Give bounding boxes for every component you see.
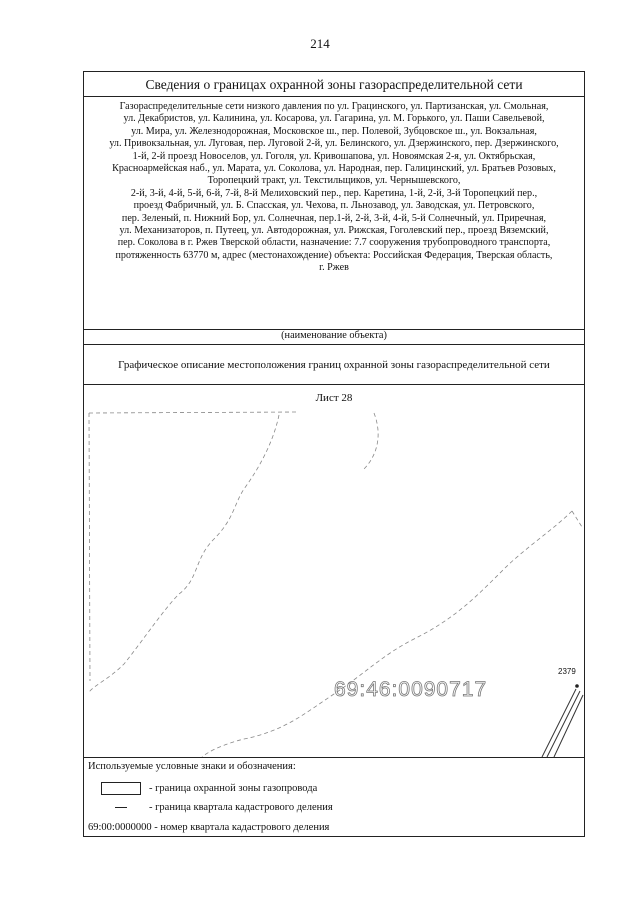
quarter-boundary-left [89,413,90,681]
document-frame [83,71,585,837]
protection-zone-curve-upper [89,415,279,692]
point-label: 2379 [558,667,576,676]
sheet-label: Лист 28 [315,392,353,404]
quarter-boundary-top [89,412,299,413]
object-line: ул. Декабристов, ул. Калинина, ул. Косарова, ул. Гагарина, ул. М. Горького, ул. Паши Савельевой, [123,113,545,125]
cadastral-number: 69:46:0090717 [334,678,488,701]
legend-text: - номер квартала кадастрового деления [154,822,330,833]
map-area [84,409,584,757]
object-caption: (наименование объекта) [281,329,387,341]
object-line: Газораспределительные сети низкого давления по ул. Грацинского, ул. Партизанская, ул. Смольная, [119,101,549,112]
protection-zone-diagonal [202,511,572,757]
document-title: Сведения о границах охранной зоны газораспределительной сети [84,72,584,97]
object-line: протяженность 63770 м, адрес (местонахождение) объекта: Российская Федерация, Тверская область, [115,249,553,261]
object-line: ул. Привокзальная, ул. Луговая, пер. Луговой 2-й, ул. Белинского, ул. Дзержинского, пер. Дзержинского, [109,138,559,150]
object-line: пер. Зеленый, п. Нижний Бор, ул. Солнечная, пер.1-й, 2-й, 3-й, 4-й, 5-й Солнечный, ул. Приречная, [121,212,547,224]
legend-item-quarter [88,802,333,813]
legend-code: 69:00:0000000 [88,822,152,833]
graphic-title: Графическое описание местоположения границ охранной зоны газораспределительной сети [84,345,584,385]
object-description [84,97,584,345]
object-line: Торопецкий тракт, ул. Текстильщиков, ул. Чернышевского, [207,175,461,187]
object-line: г. Ржев [319,262,349,274]
object-line: ул. Механизаторов, п. Путеец, ул. Автодорожная, ул. Рижская, Гоголевский пер., проезд Вяземский, [119,225,549,237]
page-number: 214 [310,36,330,51]
legend-item-code [88,822,329,833]
object-line: проезд Фабричный, ул. Б. Спасская, ул. Чехова, п. Льнозавод, ул. Заводская, ул. Петровского, [133,200,535,212]
legend-text: - граница охранной зоны газопровода [149,782,318,794]
object-line: ул. Мира, ул. Железнодорожная, Московское ш., пер. Полевой, Зубцовское ш., ул. Вокзальная, [131,125,537,137]
legend [84,757,584,838]
object-line: 2-й, 3-й, 4-й, 5-й, 6-й, 7-й, 8-й Мелиховский пер., пер. Каретина, 1-й, 2-й, 3-й Торопецкий пер., [130,187,538,199]
quarter-boundary-swatch [115,807,127,808]
legend-title: Используемые условные знаки и обозначения: [88,761,296,772]
protection-zone-curve-top-right [364,413,378,469]
object-line: 1-й, 2-й проезд Новоселов, ул. Гоголя, ул. Кривошапова, ул. Новоямская 2-я, ул. Октябрьская, [132,150,536,162]
legend-text: - граница квартала кадастрового деления [149,802,333,813]
legend-item-zone [88,782,317,795]
zone-boundary-swatch [101,782,141,795]
road-line-2 [547,691,580,757]
survey-point [575,684,579,688]
object-line: пер. Соколова в г. Ржев Тверской области, назначение: 7.7 сооружения трубопроводного транспорта, [117,237,551,249]
protection-zone-right-branch [572,511,582,527]
object-line: Красноармейская наб., ул. Марата, ул. Соколова, ул. Народная, пер. Галицинский, ул. Братьев Розовых, [112,163,556,175]
